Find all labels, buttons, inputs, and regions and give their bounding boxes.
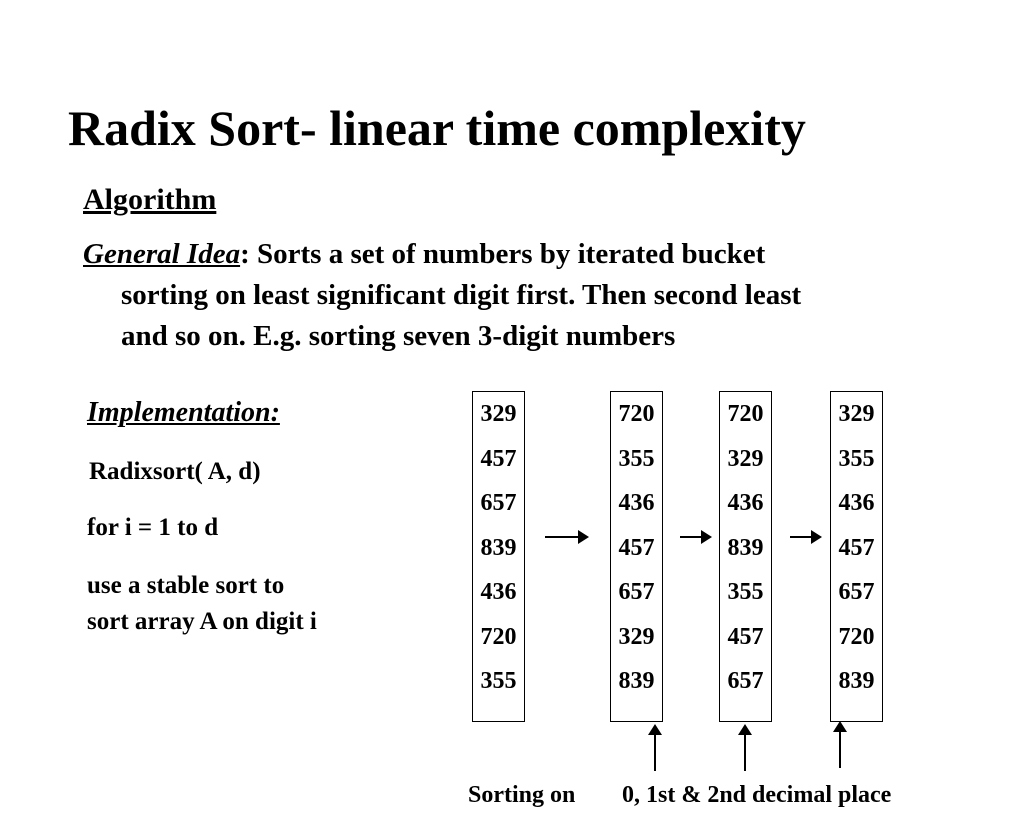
implementation-body bbox=[87, 568, 317, 640]
array-value: 657 bbox=[727, 668, 764, 694]
general-idea-paragraph bbox=[83, 234, 963, 357]
caption-decimal-places: 0, 1st & 2nd decimal place bbox=[622, 782, 892, 808]
array-value: 457 bbox=[480, 445, 517, 472]
array-column-1 bbox=[472, 391, 525, 722]
array-value: 329 bbox=[727, 445, 764, 472]
implementation-body-line-1: use a stable sort to bbox=[87, 572, 285, 599]
general-idea-line-1: Sorts a set of numbers by iterated bucket bbox=[249, 238, 766, 270]
array-value: 329 bbox=[480, 401, 517, 427]
array-value: 457 bbox=[838, 534, 875, 561]
up-arrow-icon bbox=[839, 724, 841, 768]
array-value: 720 bbox=[838, 623, 875, 650]
slide-title: Radix Sort- linear time complexity bbox=[68, 100, 806, 156]
array-value: 436 bbox=[480, 579, 517, 605]
caption-sorting-on: Sorting on bbox=[468, 782, 576, 808]
general-idea-label: General Idea bbox=[83, 238, 241, 270]
array-value: 657 bbox=[480, 490, 517, 516]
general-idea-separator: : bbox=[240, 238, 250, 270]
right-arrow-icon bbox=[680, 536, 710, 538]
array-value: 839 bbox=[838, 668, 875, 694]
right-arrow-icon bbox=[545, 536, 587, 538]
array-value: 457 bbox=[727, 623, 764, 650]
array-value: 839 bbox=[727, 534, 764, 561]
array-value: 329 bbox=[838, 401, 875, 427]
array-value: 720 bbox=[727, 401, 764, 427]
implementation-loop: for i = 1 to d bbox=[87, 514, 219, 541]
array-value: 436 bbox=[618, 490, 655, 516]
array-value: 436 bbox=[838, 490, 875, 516]
implementation-signature: Radixsort( A, d) bbox=[89, 458, 261, 485]
array-value: 720 bbox=[480, 623, 517, 650]
array-value: 329 bbox=[618, 623, 655, 650]
array-value: 720 bbox=[618, 401, 655, 427]
array-value: 355 bbox=[480, 668, 517, 694]
up-arrow-icon bbox=[654, 727, 656, 771]
array-column-4 bbox=[830, 391, 883, 722]
array-value: 457 bbox=[618, 534, 655, 561]
general-idea-line-3: and so on. E.g. sorting seven 3-digit numbers bbox=[121, 320, 676, 352]
array-value: 436 bbox=[727, 490, 764, 516]
array-column-3 bbox=[719, 391, 772, 722]
up-arrow-icon bbox=[744, 727, 746, 771]
implementation-heading: Implementation: bbox=[87, 397, 280, 428]
algorithm-heading: Algorithm bbox=[83, 183, 217, 216]
array-value: 657 bbox=[838, 579, 875, 605]
general-idea-line-2: sorting on least significant digit first. Then second least bbox=[121, 279, 802, 311]
array-column-2 bbox=[610, 391, 663, 722]
implementation-body-line-2: sort array A on digit i bbox=[87, 608, 317, 635]
array-value: 355 bbox=[727, 579, 764, 605]
array-value: 839 bbox=[480, 534, 517, 561]
array-value: 839 bbox=[618, 668, 655, 694]
array-value: 355 bbox=[838, 445, 875, 472]
array-value: 657 bbox=[618, 579, 655, 605]
array-value: 355 bbox=[618, 445, 655, 472]
right-arrow-icon bbox=[790, 536, 820, 538]
